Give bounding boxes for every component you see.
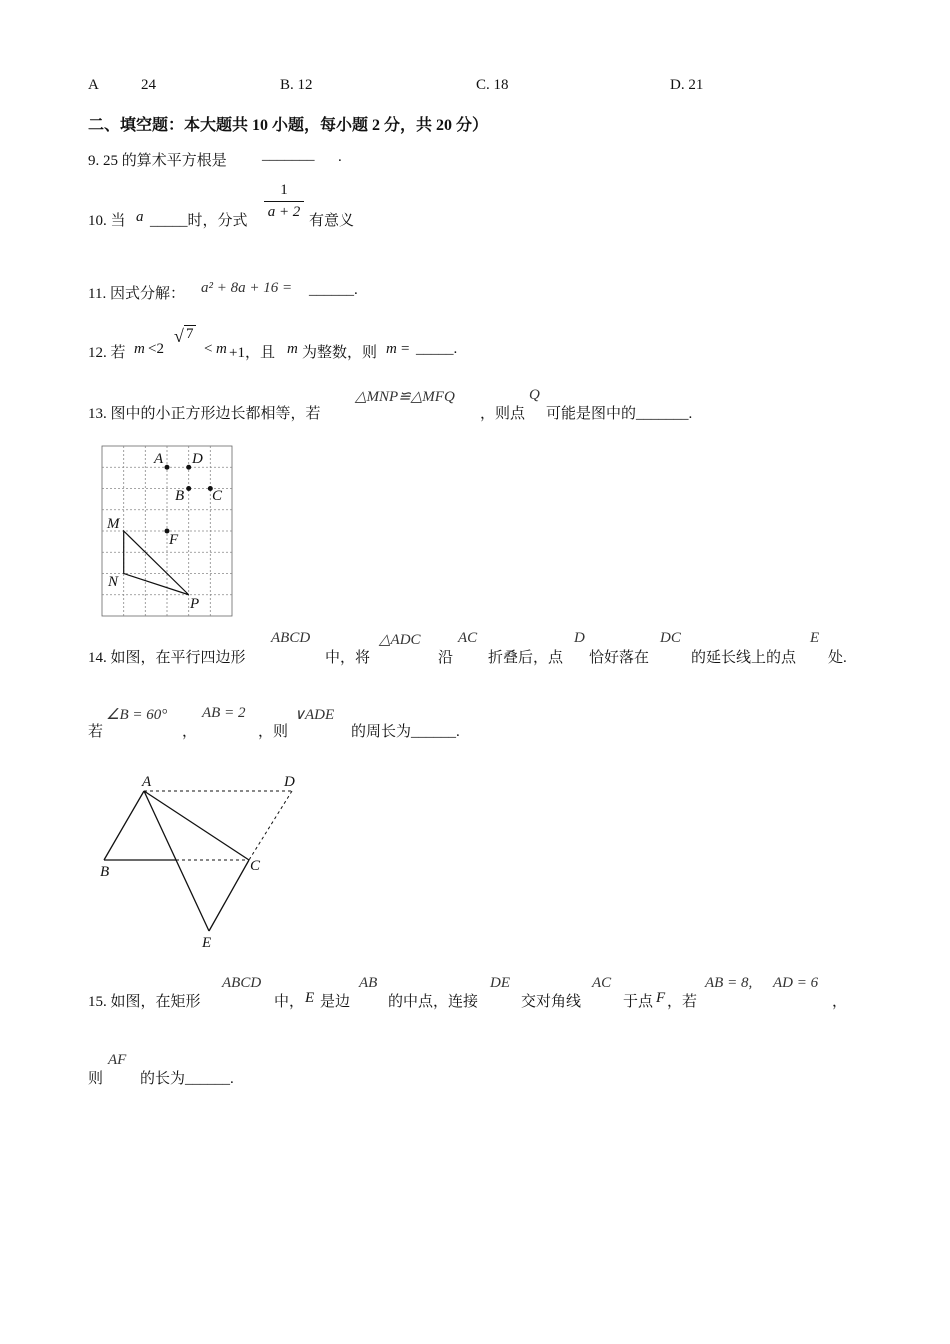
sqrt-icon: √: [174, 326, 184, 346]
q12-radicand: 7: [186, 326, 194, 342]
q14-ab: AB = 2: [202, 705, 246, 721]
fraction-bar: [264, 201, 304, 202]
q11-blank: ______.: [309, 282, 358, 298]
q10-var: a: [136, 209, 144, 225]
q15-ad-val: AD = 6: [773, 975, 819, 991]
q14-d: D: [574, 630, 585, 646]
q15-t5: 于点: [623, 994, 654, 1010]
q14-t3: 折叠后，点: [488, 650, 564, 666]
q9-blank: _______: [262, 147, 315, 163]
q10-denominator: a + 2: [267, 204, 301, 220]
q15-ac: AC: [592, 975, 612, 991]
label-c: C: [212, 488, 223, 504]
q14-e: E: [810, 630, 820, 646]
q13-prefix: 13. 图中的小正方形边长都相等，若: [88, 406, 321, 422]
q13-q: Q: [529, 387, 540, 403]
q12-m2: m: [216, 341, 227, 357]
q14-prefix: 14. 如图，在平行四边形: [88, 650, 246, 666]
q14-angle: ∠B = 60°: [106, 707, 168, 723]
q10-blank: _____时，分式: [150, 213, 248, 229]
q14-t2: 沿: [438, 650, 454, 666]
q14-ade: ∨ADE: [294, 707, 335, 723]
q15-f: F: [656, 990, 666, 1006]
q14-line2-prefix: 若: [88, 724, 104, 740]
segment-ab: [104, 791, 144, 860]
q12-lt: <: [204, 341, 213, 357]
section-title: 二、填空题：本大题共 10 小题，每小题 2 分，共 20 分）: [88, 117, 489, 134]
q15-ab-val: AB = 8,: [705, 975, 753, 991]
q13-mid: ，则点: [480, 406, 526, 422]
q10-numerator: 1: [280, 182, 288, 198]
q13-congruence: △MNP≌△MFQ: [355, 389, 455, 405]
q15-t4: 交对角线: [521, 994, 582, 1010]
q12-prefix: 12. 若: [88, 345, 126, 361]
q15-prefix: 15. 如图，在矩形: [88, 994, 201, 1010]
label-a: A: [154, 451, 164, 467]
q9-text: 9. 25 的算术平方根是: [88, 153, 227, 169]
q10-fraction: [264, 182, 304, 221]
q14-t6: 处.: [828, 650, 847, 666]
q12-mid: 为整数，则: [302, 345, 378, 361]
q15-t6: ，若: [667, 994, 698, 1010]
q11-prefix: 11. 因式分解：: [88, 286, 185, 302]
fig14-label-a: A: [142, 774, 152, 790]
parallelogram-figure: [92, 768, 312, 953]
q14-t5: 的延长线上的点: [691, 650, 797, 666]
point-d: [186, 465, 191, 470]
option-a-label: A: [88, 77, 99, 93]
q15-af: AF: [108, 1052, 127, 1068]
fig14-label-e: E: [202, 935, 212, 951]
q12-plus1: +1，且: [229, 345, 275, 361]
option-c: C. 18: [476, 77, 509, 93]
q14-t8: 的周长为______.: [351, 724, 460, 740]
q15-line2-prefix: 则: [88, 1071, 104, 1087]
q14-t1: 中，将: [325, 650, 371, 666]
label-n: N: [108, 574, 119, 590]
q15-t1: 中，: [274, 994, 305, 1010]
q15-ab: AB: [359, 975, 378, 991]
q10-suffix: 有意义: [309, 213, 355, 229]
grid-figure: [96, 440, 236, 620]
q15-t3: 的中点，连接: [388, 994, 479, 1010]
point-b: [186, 486, 191, 491]
q14-t7: ，则: [258, 724, 289, 740]
fig14-label-d: D: [284, 774, 295, 790]
q14-abcd: ABCD: [271, 630, 311, 646]
q12-m3: m: [287, 341, 298, 357]
q12-lt2: <2: [148, 341, 164, 357]
fig14-label-b: B: [100, 864, 110, 880]
triangle-mnp: [124, 531, 189, 595]
q12-m4: m: [386, 341, 397, 357]
fig14-label-c: C: [250, 858, 261, 874]
q15-t7: 的长为______.: [140, 1071, 234, 1087]
q14-ac: AC: [458, 630, 478, 646]
q12-m1: m: [134, 341, 145, 357]
q15-de: DE: [490, 975, 510, 991]
q10-prefix: 10. 当: [88, 213, 126, 229]
option-d: D. 21: [670, 77, 704, 93]
segment-ce: [209, 860, 249, 931]
point-a: [165, 465, 170, 470]
q11-expr: a² + 8a + 16 =: [201, 280, 293, 296]
q14-comma1: ，: [182, 724, 198, 740]
label-d: D: [192, 451, 203, 467]
q14-adc: △ADC: [379, 632, 421, 648]
q13-suffix: 可能是图中的_______.: [546, 406, 693, 422]
q12-blank: _____.: [416, 341, 458, 357]
label-m: M: [107, 516, 120, 532]
label-b: B: [175, 488, 185, 504]
option-b: B. 12: [280, 77, 313, 93]
q15-t2: 是边: [320, 994, 351, 1010]
q9-end: .: [338, 149, 342, 165]
q12-eq: =: [401, 341, 410, 357]
q15-e: E: [305, 990, 315, 1006]
label-f: F: [169, 532, 179, 548]
q15-abcd: ABCD: [222, 975, 262, 991]
q14-t4: 恰好落在: [589, 650, 650, 666]
q14-dc: DC: [660, 630, 681, 646]
segment-dc-dashed: [249, 791, 292, 860]
option-a-value: 24: [141, 77, 156, 93]
label-p: P: [190, 596, 200, 612]
q15-comma: ，: [832, 994, 848, 1010]
